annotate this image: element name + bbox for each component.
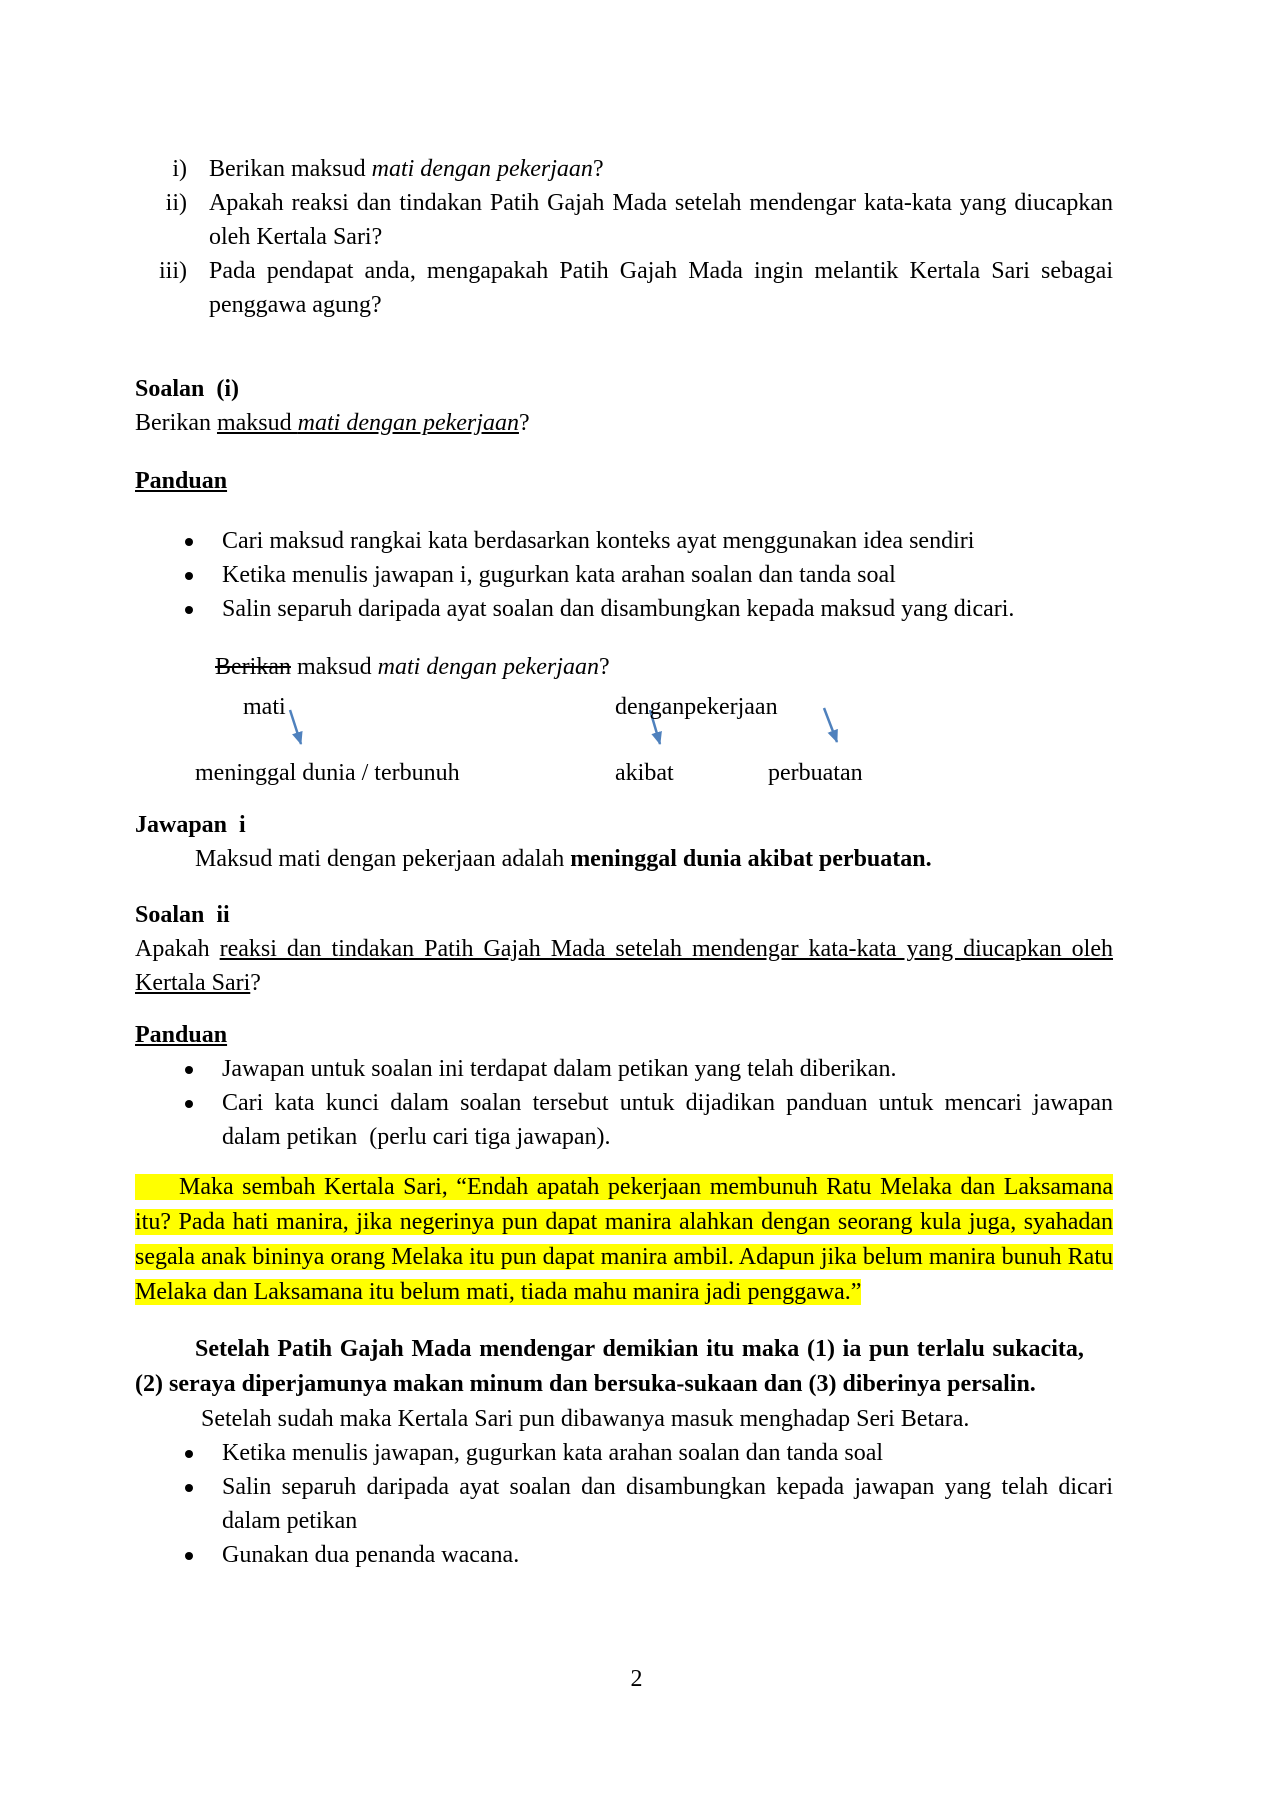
jawapan-ii-bold-paragraph: Setelah Patih Gajah Mada mendengar demikian itu maka (1) ia pun terlalu sukacita, (2) seraya diperjamunya makan minum dan bersuka-sukaan dan (3) diberinya persalin. xyxy=(135,1336,1113,1397)
jawapan-i-heading: Jawapan i xyxy=(135,812,246,838)
question-list xyxy=(135,152,1113,322)
question-text: Apakah reaksi dan tindakan Patih Gajah Mada setelah mendengar kata-kata yang diucapkan oleh Kertala Sari? xyxy=(209,190,1113,250)
list-item: Ketika menulis jawapan i, gugurkan kata arahan soalan dan tanda soal xyxy=(135,558,1113,592)
soalan-ii-heading: Soalan ii xyxy=(135,902,230,928)
list-item: Ketika menulis jawapan, gugurkan kata arahan soalan dan tanda soal xyxy=(135,1436,1113,1470)
question-marker: ii) xyxy=(165,190,187,216)
diagram-term-mati: mati xyxy=(243,694,286,720)
bullet-icon xyxy=(185,1450,193,1458)
jawapan-ii-plain-line: Setelah sudah maka Kertala Sari pun dibawanya masuk menghadap Seri Betara. xyxy=(201,1406,970,1432)
arrow-down-icon xyxy=(290,710,301,744)
jawapan-i-text: Maksud mati dengan pekerjaan adalah meninggal dunia akibat perbuatan. xyxy=(195,846,932,872)
panduan-1-heading: Panduan xyxy=(135,468,228,494)
soalan-i-heading: Soalan (i) xyxy=(135,376,240,402)
question-marker: i) xyxy=(172,156,187,182)
jawapan-ii-list xyxy=(135,1436,1113,1572)
arrow-down-icon xyxy=(824,708,837,742)
list-item: Jawapan untuk soalan ini terdapat dalam petikan yang telah diberikan. xyxy=(135,1052,1113,1086)
diagram-meaning-meninggal: meninggal dunia / terbunuh xyxy=(195,760,460,786)
diagram-meaning-perbuatan: perbuatan xyxy=(768,760,863,786)
bullet-icon xyxy=(185,572,193,580)
list-item: Salin separuh daripada ayat soalan dan disambungkan kepada jawapan yang telah dicari dalam petikan xyxy=(135,1470,1113,1538)
diagram-term-dengan-pekerjaan: dengan pekerjaan xyxy=(615,694,778,720)
highlighted-excerpt: Maka sembah Kertala Sari, “Endah apatah pekerjaan membunuh Ratu Melaka dan Laksamana itu? Pada hati manira, jika negerinya pun dapat manira alahkan dengan seorang kula juga, syahadan segala anak bininya orang Melaka itu pun dapat manira ambil. Adapun jika belum manira bunuh Ratu Melaka dan Laksamana itu belum mati, tiada mahu manira jadi penggawa.” xyxy=(135,1174,1113,1305)
question-marker: iii) xyxy=(159,258,187,284)
list-item: Cari maksud rangkai kata berdasarkan konteks ayat menggunakan idea sendiri xyxy=(135,524,1113,558)
meaning-diagram xyxy=(135,696,1113,808)
bullet-icon xyxy=(185,1552,193,1560)
panduan-1-list xyxy=(135,524,1113,626)
question-text: Pada pendapat anda, mengapakah Patih Gajah Mada ingin melantik Kertala Sari sebagai penggawa agung? xyxy=(209,258,1113,318)
bullet-icon xyxy=(185,538,193,546)
soalan-ii-question: Apakah reaksi dan tindakan Patih Gajah Mada setelah mendengar kata-kata yang diucapkan oleh Kertala Sari? xyxy=(135,936,1114,996)
bullet-icon xyxy=(185,1066,193,1074)
question-item-ii xyxy=(135,186,1113,254)
bullet-icon xyxy=(185,606,193,614)
demo-question-line: Berikan maksud mati dengan pekerjaan? xyxy=(215,654,610,680)
list-item: Salin separuh daripada ayat soalan dan disambungkan kepada maksud yang dicari. xyxy=(135,592,1113,626)
diagram-meaning-akibat: akibat xyxy=(615,760,674,786)
panduan-2-heading: Panduan xyxy=(135,1022,228,1048)
soalan-i-question: Berikan maksud mati dengan pekerjaan? xyxy=(135,410,530,436)
bullet-icon xyxy=(185,1100,193,1108)
question-text: Berikan maksud mati dengan pekerjaan? xyxy=(209,156,604,182)
question-item-iii xyxy=(135,254,1113,322)
bullet-icon xyxy=(185,1484,193,1492)
page-number: 2 xyxy=(630,1666,643,1692)
struck-word: Berikan xyxy=(215,654,291,680)
list-item: Gunakan dua penanda wacana. xyxy=(135,1538,1113,1572)
list-item: Cari kata kunci dalam soalan tersebut untuk dijadikan panduan untuk mencari jawapan dalam petikan (perlu cari tiga jawapan). xyxy=(135,1086,1113,1154)
question-item-i xyxy=(135,152,1113,186)
panduan-2-list xyxy=(135,1052,1113,1154)
